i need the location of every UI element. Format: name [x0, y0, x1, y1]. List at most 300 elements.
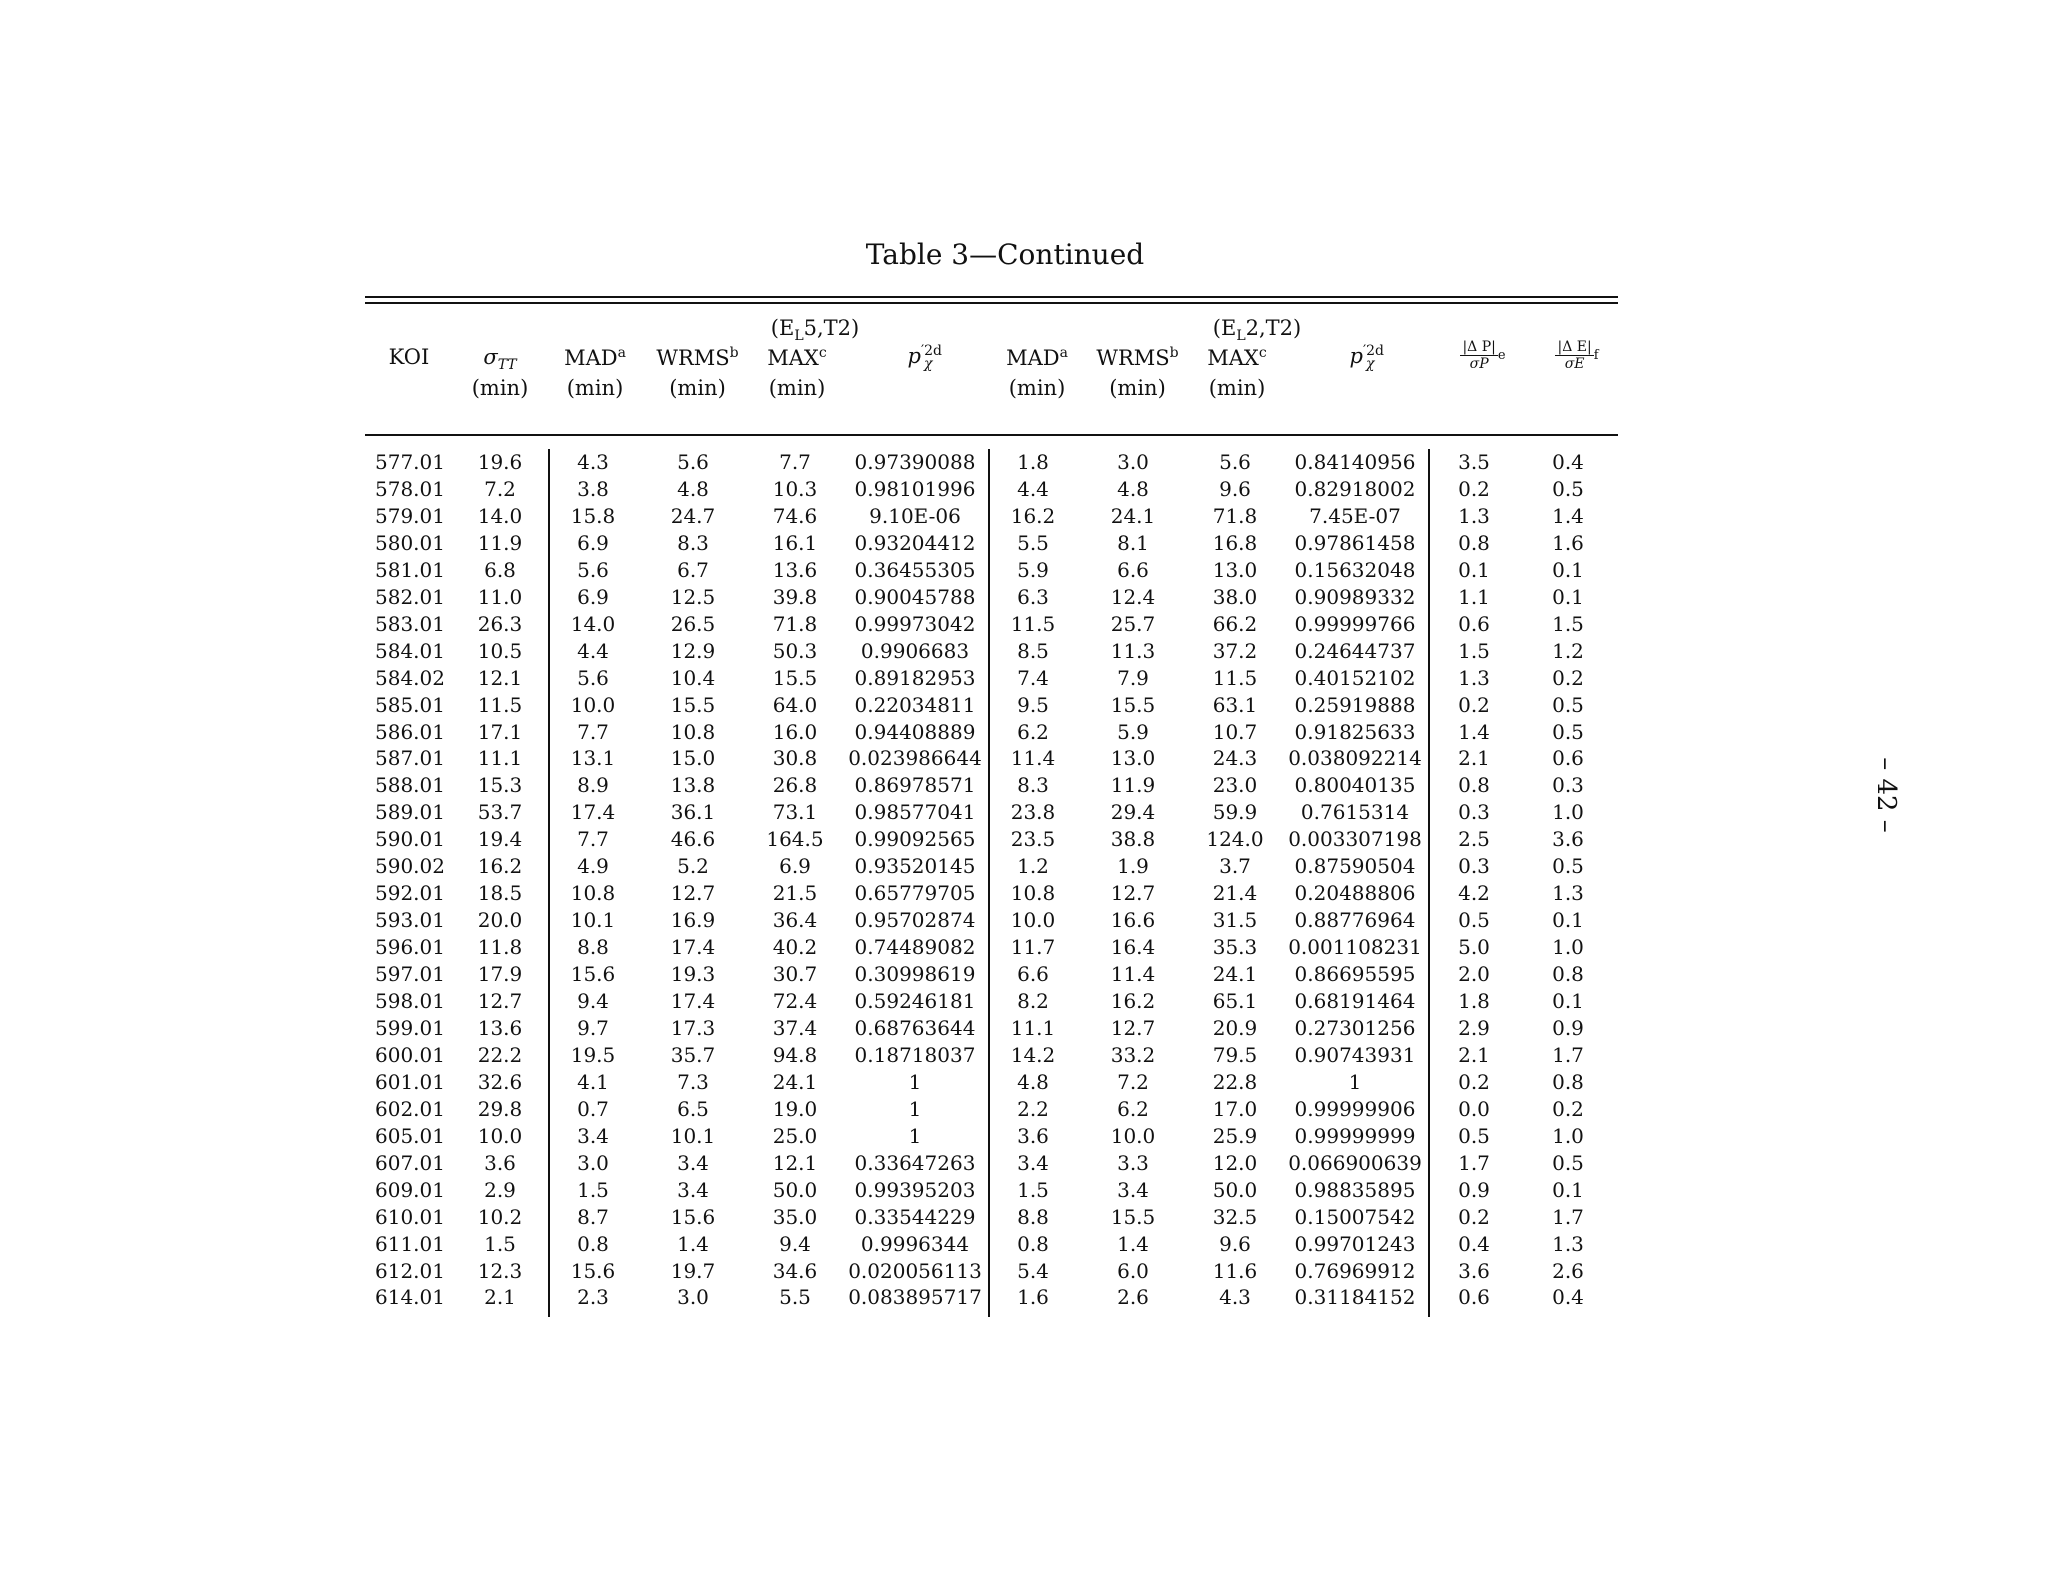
cell-wrms-el2: 3.4	[1117, 1177, 1149, 1202]
col-header-max-2-unit: (min)	[1208, 376, 1266, 400]
cell-wrms-el2: 6.6	[1117, 557, 1149, 582]
cell-sigma-tt: 3.6	[484, 1150, 516, 1175]
cell-koi: 584.01	[375, 638, 445, 663]
cell-mad-el5: 8.7	[577, 1204, 609, 1229]
cell-p-chi-el2: 0.25919888	[1294, 692, 1416, 717]
table-row	[0, 1070, 2048, 1097]
table-row	[0, 800, 2048, 827]
table-row	[0, 477, 2048, 504]
cell-p-chi-el5: 0.98101996	[854, 476, 976, 501]
cell-sigma-tt: 11.5	[477, 692, 523, 717]
cell-mad-el2: 1.2	[1017, 854, 1049, 879]
cell-koi: 583.01	[375, 611, 445, 636]
cell-max-el2: 63.1	[1212, 692, 1258, 717]
cell-delta-e: 1.2	[1552, 638, 1584, 663]
cell-max-el2: 11.5	[1212, 665, 1258, 690]
cell-max-el5: 25.0	[772, 1123, 818, 1148]
cell-max-el2: 37.2	[1212, 638, 1258, 663]
cell-p-chi-el2: 0.20488806	[1294, 881, 1416, 906]
cell-wrms-el5: 7.3	[677, 1069, 709, 1094]
cell-mad-el5: 15.8	[570, 503, 616, 528]
cell-wrms-el2: 1.9	[1117, 854, 1149, 879]
cell-p-chi-el5: 0.083895717	[848, 1285, 982, 1310]
cell-sigma-tt: 19.4	[477, 827, 523, 852]
cell-mad-el5: 5.6	[577, 665, 609, 690]
cell-p-chi-el2: 0.86695595	[1294, 962, 1416, 987]
cell-mad-el5: 4.4	[577, 638, 609, 663]
cell-mad-el2: 1.8	[1017, 450, 1049, 474]
cell-max-el2: 24.3	[1212, 746, 1258, 771]
cell-sigma-tt: 2.1	[484, 1285, 516, 1310]
cell-p-chi-el5: 1	[908, 1123, 922, 1148]
col-header-wrms-1-unit: (min)	[669, 376, 726, 400]
cell-delta-e: 0.1	[1552, 584, 1584, 609]
cell-mad-el2: 3.4	[1017, 1150, 1049, 1175]
cell-koi: 581.01	[375, 557, 445, 582]
cell-delta-p: 2.0	[1458, 962, 1490, 987]
cell-delta-e: 1.3	[1552, 1231, 1584, 1256]
cell-p-chi-el2: 0.31184152	[1294, 1285, 1416, 1310]
table-row	[0, 962, 2048, 989]
cell-mad-el2: 11.4	[1010, 746, 1056, 771]
cell-max-el5: 16.0	[772, 719, 818, 744]
cell-wrms-el5: 35.7	[670, 1042, 716, 1067]
cell-mad-el2: 8.2	[1017, 989, 1049, 1013]
cell-wrms-el2: 6.2	[1117, 1096, 1149, 1121]
cell-delta-p: 0.3	[1458, 800, 1490, 825]
cell-sigma-tt: 32.6	[477, 1069, 523, 1094]
cell-p-chi-el2: 0.99999906	[1294, 1096, 1416, 1121]
cell-sigma-tt: 2.9	[484, 1177, 516, 1202]
cell-p-chi-el5: 0.9906683	[860, 638, 970, 663]
cell-p-chi-el5: 0.74489082	[854, 935, 976, 960]
cell-mad-el5: 6.9	[577, 584, 609, 609]
table-row	[0, 1043, 2048, 1070]
cell-max-el5: 94.8	[772, 1042, 818, 1067]
cell-p-chi-el5: 0.94408889	[854, 719, 976, 744]
cell-delta-e: 0.5	[1552, 854, 1584, 879]
cell-mad-el5: 7.7	[577, 827, 609, 852]
cell-mad-el5: 8.8	[577, 935, 609, 960]
cell-wrms-el5: 12.9	[670, 638, 716, 663]
cell-mad-el2: 4.8	[1017, 1069, 1049, 1094]
cell-max-el2: 9.6	[1219, 1231, 1251, 1256]
cell-p-chi-el5: 0.22034811	[854, 692, 976, 717]
cell-koi: 578.01	[375, 476, 445, 501]
cell-p-chi-el5: 0.95702874	[854, 908, 976, 933]
cell-wrms-el2: 13.0	[1110, 746, 1156, 771]
cell-sigma-tt: 22.2	[477, 1042, 523, 1067]
cell-max-el5: 50.0	[772, 1177, 818, 1202]
cell-max-el5: 10.3	[772, 476, 818, 501]
cell-sigma-tt: 13.6	[477, 1015, 523, 1040]
cell-sigma-tt: 12.3	[477, 1258, 523, 1283]
cell-koi: 587.01	[375, 746, 445, 771]
table-row	[0, 827, 2048, 854]
cell-max-el2: 16.8	[1212, 530, 1258, 555]
cell-wrms-el2: 6.0	[1117, 1258, 1149, 1283]
cell-koi: 577.01	[375, 450, 445, 474]
cell-sigma-tt: 6.8	[484, 557, 516, 582]
table-row	[0, 531, 2048, 558]
cell-max-el5: 72.4	[772, 989, 818, 1013]
cell-max-el5: 7.7	[779, 450, 811, 474]
cell-max-el5: 5.5	[779, 1285, 811, 1310]
cell-max-el2: 17.0	[1212, 1096, 1258, 1121]
cell-max-el2: 12.0	[1212, 1150, 1258, 1175]
cell-max-el2: 21.4	[1212, 881, 1258, 906]
cell-delta-e: 1.0	[1552, 935, 1584, 960]
col-header-wrms-2: WRMS$^b$	[1096, 345, 1179, 370]
cell-sigma-tt: 19.6	[477, 450, 523, 474]
col-header-sigma-tt: $\sigma_{TT}$	[483, 345, 517, 374]
cell-p-chi-el5: 0.020056113	[848, 1258, 982, 1283]
cell-delta-p: 2.5	[1458, 827, 1490, 852]
cell-p-chi-el2: 0.80040135	[1294, 773, 1416, 798]
cell-max-el2: 66.2	[1212, 611, 1258, 636]
cell-max-el2: 31.5	[1212, 908, 1258, 933]
cell-p-chi-el5: 0.18718037	[854, 1042, 976, 1067]
table-row	[0, 773, 2048, 800]
cell-max-el2: 25.9	[1212, 1123, 1258, 1148]
cell-wrms-el5: 12.5	[670, 584, 716, 609]
cell-delta-e: 1.3	[1552, 881, 1584, 906]
cell-koi: 611.01	[375, 1231, 445, 1256]
cell-mad-el5: 1.5	[577, 1177, 609, 1202]
cell-mad-el2: 6.6	[1017, 962, 1049, 987]
cell-p-chi-el5: 0.33647263	[854, 1150, 976, 1175]
cell-wrms-el5: 6.5	[677, 1096, 709, 1121]
cell-p-chi-el2: 0.40152102	[1294, 665, 1416, 690]
col-header-p-chi-1: $p^{'2d}_\chi$	[907, 343, 943, 373]
cell-wrms-el5: 19.3	[670, 962, 716, 987]
cell-wrms-el2: 12.7	[1110, 1015, 1156, 1040]
cell-delta-p: 1.4	[1458, 719, 1490, 744]
cell-p-chi-el2: 0.7615314	[1300, 800, 1410, 825]
cell-wrms-el2: 38.8	[1110, 827, 1156, 852]
cell-p-chi-el2: 0.99999999	[1294, 1123, 1416, 1148]
cell-delta-e: 0.5	[1552, 1150, 1584, 1175]
cell-delta-p: 0.9	[1458, 1177, 1490, 1202]
cell-mad-el5: 6.9	[577, 530, 609, 555]
cell-max-el5: 164.5	[766, 827, 824, 852]
table-row	[0, 1151, 2048, 1178]
cell-mad-el2: 1.5	[1017, 1177, 1049, 1202]
cell-mad-el2: 7.4	[1017, 665, 1049, 690]
cell-p-chi-el2: 0.066900639	[1288, 1150, 1422, 1175]
header-bottom-rule	[365, 434, 1618, 436]
cell-delta-e: 3.6	[1552, 827, 1584, 852]
cell-mad-el5: 4.9	[577, 854, 609, 879]
cell-delta-e: 0.1	[1552, 989, 1584, 1013]
table-row	[0, 854, 2048, 881]
cell-max-el5: 30.7	[772, 962, 818, 987]
cell-delta-p: 0.6	[1458, 611, 1490, 636]
cell-wrms-el2: 12.4	[1110, 584, 1156, 609]
table-row	[0, 1016, 2048, 1043]
top-double-rule-2	[365, 302, 1618, 304]
cell-p-chi-el2: 0.15632048	[1294, 557, 1416, 582]
cell-delta-e: 2.6	[1552, 1258, 1584, 1283]
cell-mad-el5: 19.5	[570, 1042, 616, 1067]
cell-wrms-el5: 10.8	[670, 719, 716, 744]
cell-wrms-el5: 15.0	[670, 746, 716, 771]
cell-mad-el2: 1.6	[1017, 1285, 1049, 1310]
cell-koi: 607.01	[375, 1150, 445, 1175]
col-header-wrms-2-unit: (min)	[1109, 376, 1166, 400]
cell-p-chi-el2: 0.24644737	[1294, 638, 1416, 663]
cell-max-el2: 10.7	[1212, 719, 1258, 744]
cell-max-el5: 30.8	[772, 746, 818, 771]
cell-wrms-el2: 24.1	[1110, 503, 1156, 528]
cell-max-el2: 4.3	[1219, 1285, 1251, 1310]
cell-koi: 586.01	[375, 719, 445, 744]
cell-max-el2: 79.5	[1212, 1042, 1258, 1067]
cell-sigma-tt: 15.3	[477, 773, 523, 798]
cell-koi: 614.01	[375, 1285, 445, 1310]
cell-sigma-tt: 53.7	[477, 800, 523, 825]
cell-sigma-tt: 20.0	[477, 908, 523, 933]
page-number: – 42 –	[1870, 757, 1901, 833]
cell-max-el5: 37.4	[772, 1015, 818, 1040]
cell-wrms-el2: 25.7	[1110, 611, 1156, 636]
cell-wrms-el5: 17.3	[670, 1015, 716, 1040]
cell-koi: 598.01	[375, 989, 445, 1013]
cell-max-el2: 11.6	[1212, 1258, 1258, 1283]
cell-delta-p: 0.2	[1458, 1069, 1490, 1094]
cell-koi: 589.01	[375, 800, 445, 825]
cell-delta-p: 3.5	[1458, 450, 1490, 474]
col-header-sigma-unit: (min)	[471, 376, 529, 400]
cell-delta-e: 0.1	[1552, 557, 1584, 582]
cell-p-chi-el2: 0.98835895	[1294, 1177, 1416, 1202]
cell-delta-e: 0.4	[1552, 1285, 1584, 1310]
cell-mad-el5: 3.0	[577, 1150, 609, 1175]
col-header-max-1: MAX$^c$	[767, 345, 827, 370]
cell-mad-el2: 8.5	[1017, 638, 1049, 663]
cell-max-el5: 9.4	[779, 1231, 811, 1256]
cell-wrms-el2: 11.9	[1110, 773, 1156, 798]
cell-wrms-el5: 6.7	[677, 557, 709, 582]
cell-koi: 609.01	[375, 1177, 445, 1202]
cell-sigma-tt: 10.0	[477, 1123, 523, 1148]
cell-delta-p: 1.5	[1458, 638, 1490, 663]
cell-delta-e: 0.2	[1552, 1096, 1584, 1121]
cell-delta-p: 2.1	[1458, 746, 1490, 771]
cell-mad-el2: 14.2	[1010, 1042, 1056, 1067]
cell-mad-el2: 10.0	[1010, 908, 1056, 933]
cell-delta-e: 1.6	[1552, 530, 1584, 555]
table-row	[0, 720, 2048, 747]
cell-sigma-tt: 18.5	[477, 881, 523, 906]
cell-sigma-tt: 7.2	[484, 476, 516, 501]
cell-max-el5: 64.0	[772, 692, 818, 717]
cell-p-chi-el2: 0.82918002	[1294, 476, 1416, 501]
cell-wrms-el5: 5.2	[677, 854, 709, 879]
table-row	[0, 1097, 2048, 1124]
table-row	[0, 558, 2048, 585]
cell-wrms-el5: 24.7	[670, 503, 716, 528]
cell-delta-p: 4.2	[1458, 881, 1490, 906]
cell-delta-p: 3.6	[1458, 1258, 1490, 1283]
cell-wrms-el2: 2.6	[1117, 1285, 1149, 1310]
cell-koi: 612.01	[375, 1258, 445, 1283]
cell-wrms-el5: 15.6	[670, 1204, 716, 1229]
cell-delta-e: 0.1	[1552, 908, 1584, 933]
cell-delta-p: 2.1	[1458, 1042, 1490, 1067]
cell-delta-p: 1.1	[1458, 584, 1490, 609]
cell-koi: 601.01	[375, 1069, 445, 1094]
cell-mad-el5: 0.8	[577, 1231, 609, 1256]
cell-delta-e: 0.5	[1552, 476, 1584, 501]
cell-sigma-tt: 12.1	[477, 665, 523, 690]
cell-mad-el2: 11.1	[1010, 1015, 1056, 1040]
cell-sigma-tt: 17.1	[477, 719, 523, 744]
cell-koi: 590.02	[375, 854, 445, 879]
cell-wrms-el5: 4.8	[677, 476, 709, 501]
cell-wrms-el2: 11.4	[1110, 962, 1156, 987]
cell-p-chi-el5: 1	[908, 1069, 922, 1094]
table-row	[0, 1124, 2048, 1151]
table-caption: Table 3—Continued	[865, 238, 1145, 271]
cell-max-el2: 59.9	[1212, 800, 1258, 825]
cell-wrms-el5: 13.8	[670, 773, 716, 798]
col-header-mad-2: MAD$^a$	[1006, 345, 1068, 370]
cell-p-chi-el5: 0.93520145	[854, 854, 976, 879]
cell-mad-el5: 0.7	[577, 1096, 609, 1121]
cell-koi: 602.01	[375, 1096, 445, 1121]
cell-mad-el5: 3.4	[577, 1123, 609, 1148]
col-header-mad-2-unit: (min)	[1008, 376, 1066, 400]
cell-delta-p: 0.2	[1458, 1204, 1490, 1229]
cell-max-el5: 73.1	[772, 800, 818, 825]
cell-max-el5: 15.5	[772, 665, 818, 690]
cell-wrms-el5: 15.5	[670, 692, 716, 717]
cell-wrms-el2: 5.9	[1117, 719, 1149, 744]
cell-wrms-el5: 10.1	[670, 1123, 716, 1148]
cell-delta-e: 0.8	[1552, 962, 1584, 987]
cell-delta-e: 1.0	[1552, 800, 1584, 825]
cell-delta-e: 1.4	[1552, 503, 1584, 528]
cell-max-el5: 24.1	[772, 1069, 818, 1094]
cell-delta-p: 1.3	[1458, 503, 1490, 528]
cell-mad-el5: 14.0	[570, 611, 616, 636]
cell-max-el5: 35.0	[772, 1204, 818, 1229]
cell-max-el2: 5.6	[1219, 450, 1251, 474]
cell-p-chi-el5: 0.98577041	[854, 800, 976, 825]
table-row	[0, 639, 2048, 666]
cell-p-chi-el5: 0.97390088	[854, 450, 976, 474]
cell-mad-el5: 2.3	[577, 1285, 609, 1310]
cell-mad-el2: 4.4	[1017, 476, 1049, 501]
cell-delta-e: 0.1	[1552, 1177, 1584, 1202]
cell-max-el2: 35.3	[1212, 935, 1258, 960]
top-double-rule-1	[365, 296, 1618, 298]
cell-delta-e: 0.3	[1552, 773, 1584, 798]
cell-p-chi-el5: 0.33544229	[854, 1204, 976, 1229]
cell-delta-p: 0.8	[1458, 530, 1490, 555]
cell-koi: 582.01	[375, 584, 445, 609]
cell-wrms-el5: 3.4	[677, 1177, 709, 1202]
cell-max-el2: 20.9	[1212, 1015, 1258, 1040]
cell-mad-el2: 6.2	[1017, 719, 1049, 744]
cell-p-chi-el5: 0.59246181	[854, 989, 976, 1013]
cell-delta-e: 0.5	[1552, 692, 1584, 717]
cell-delta-e: 0.9	[1552, 1015, 1584, 1040]
cell-mad-el2: 5.5	[1017, 530, 1049, 555]
cell-mad-el5: 9.7	[577, 1015, 609, 1040]
cell-delta-e: 0.2	[1552, 665, 1584, 690]
cell-koi: 579.01	[375, 503, 445, 528]
table-row	[0, 1285, 2048, 1312]
col-header-delta-e: $\frac{\text{|Δ E|}}{\sigma E}$ f	[1557, 339, 1599, 372]
col-header-koi: KOI	[388, 345, 430, 369]
cell-wrms-el5: 5.6	[677, 450, 709, 474]
cell-max-el2: 22.8	[1212, 1069, 1258, 1094]
cell-wrms-el2: 29.4	[1110, 800, 1156, 825]
table-row	[0, 881, 2048, 908]
cell-max-el2: 38.0	[1212, 584, 1258, 609]
cell-wrms-el2: 4.8	[1117, 476, 1149, 501]
cell-delta-p: 0.4	[1458, 1231, 1490, 1256]
cell-max-el5: 50.3	[772, 638, 818, 663]
cell-koi: 592.01	[375, 881, 445, 906]
cell-mad-el5: 3.8	[577, 476, 609, 501]
cell-p-chi-el2: 0.15007542	[1294, 1204, 1416, 1229]
cell-mad-el5: 13.1	[570, 746, 616, 771]
cell-delta-p: 0.0	[1458, 1096, 1490, 1121]
cell-koi: 590.01	[375, 827, 445, 852]
cell-delta-p: 0.3	[1458, 854, 1490, 879]
cell-delta-e: 1.5	[1552, 611, 1584, 636]
cell-wrms-el2: 11.3	[1110, 638, 1156, 663]
cell-wrms-el2: 15.5	[1110, 1204, 1156, 1229]
cell-max-el2: 24.1	[1212, 962, 1258, 987]
cell-wrms-el5: 17.4	[670, 989, 716, 1013]
cell-mad-el2: 8.3	[1017, 773, 1049, 798]
cell-wrms-el2: 7.9	[1117, 665, 1149, 690]
cell-max-el2: 65.1	[1212, 989, 1258, 1013]
cell-delta-p: 1.8	[1458, 989, 1490, 1013]
cell-wrms-el2: 15.5	[1110, 692, 1156, 717]
cell-wrms-el2: 33.2	[1110, 1042, 1156, 1067]
cell-p-chi-el5: 0.65779705	[854, 881, 976, 906]
cell-delta-e: 0.8	[1552, 1069, 1584, 1094]
cell-max-el5: 40.2	[772, 935, 818, 960]
col-header-mad-1: MAD$^a$	[564, 345, 626, 370]
cell-p-chi-el5: 0.68763644	[854, 1015, 976, 1040]
cell-p-chi-el2: 0.27301256	[1294, 1015, 1416, 1040]
cell-koi: 610.01	[375, 1204, 445, 1229]
table-row	[0, 935, 2048, 962]
cell-delta-p: 5.0	[1458, 935, 1490, 960]
cell-delta-e: 1.0	[1552, 1123, 1584, 1148]
cell-mad-el2: 16.2	[1010, 503, 1056, 528]
cell-max-el5: 12.1	[772, 1150, 818, 1175]
table-row	[0, 908, 2048, 935]
cell-delta-e: 1.7	[1552, 1204, 1584, 1229]
col-header-mad-1-unit: (min)	[566, 376, 624, 400]
cell-sigma-tt: 11.1	[477, 746, 523, 771]
cell-p-chi-el2: 0.91825633	[1294, 719, 1416, 744]
cell-p-chi-el5: 0.99092565	[854, 827, 976, 852]
cell-mad-el5: 10.8	[570, 881, 616, 906]
cell-wrms-el5: 36.1	[670, 800, 716, 825]
cell-max-el5: 19.0	[772, 1096, 818, 1121]
cell-koi: 596.01	[375, 935, 445, 960]
cell-mad-el2: 0.8	[1017, 1231, 1049, 1256]
cell-koi: 605.01	[375, 1123, 445, 1148]
